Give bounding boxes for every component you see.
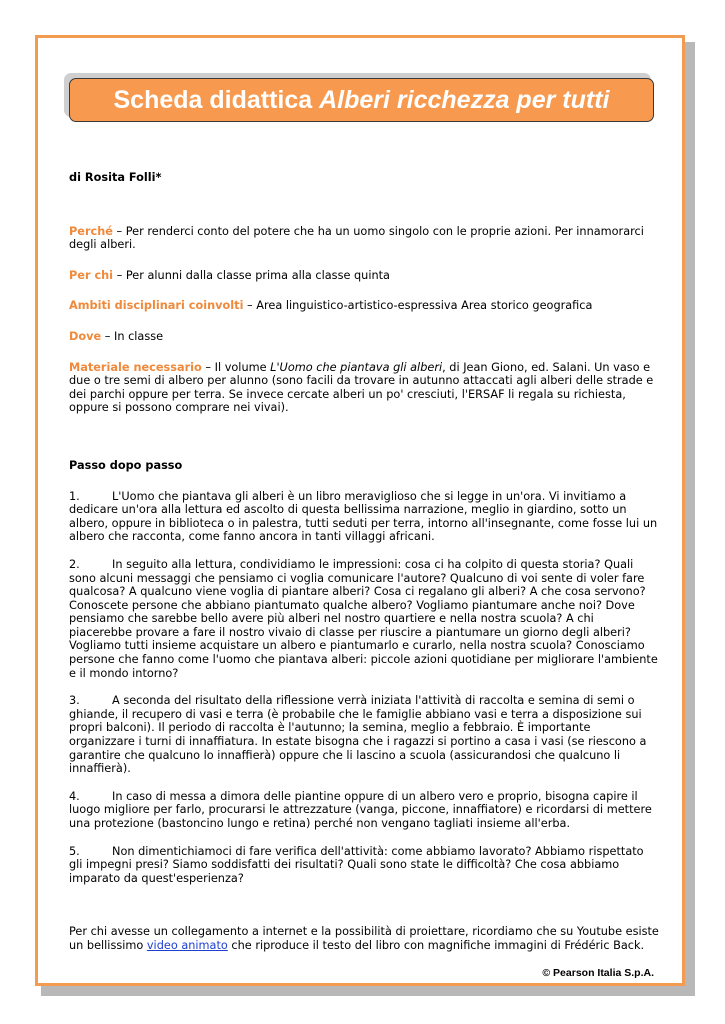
section-text: – Per renderci conto del potere che ha un uomo singolo con le proprie azioni. Per innamorarci degli alberi.	[69, 224, 644, 252]
step-text: L'Uomo che piantava gli alberi è un libro meraviglioso che si legge in un'ora. Vi invitiamo a dedicare un'ora alla lettura ed ascolto di questa bellissima narrazione, meglio in giardino, sotto un albero, oppure in biblioteca o in palestra, tutti seduti per terra, intorno all'insegnante, come fosse lui un albero che racconta, come fanno ancora in tanti villaggi africani.	[69, 489, 658, 544]
section-text: – In classe	[101, 329, 164, 343]
step-item	[69, 790, 659, 831]
step-number: 5.	[69, 844, 80, 858]
section-text: – Area linguistico-artistico-espressiva Area storico geografica	[243, 299, 593, 313]
copyright-footer: © Pearson Italia S.p.A.	[542, 967, 654, 979]
author-line: di Rosita Folli*	[69, 171, 162, 184]
section-label: Per chi	[69, 268, 114, 282]
document-body	[69, 171, 659, 953]
book-title: L'Uomo che piantava gli alberi	[270, 360, 443, 374]
step-item	[69, 490, 659, 544]
step-item	[69, 558, 659, 680]
closing-before: Per chi avesse un collegamento a internet e la possibilità di proiettare, ricordiamo che su Youtube esiste un bellissimo	[69, 925, 659, 952]
materiale-before: – Il volume	[201, 360, 271, 374]
section-ambiti	[69, 299, 659, 313]
step-number: 4.	[69, 789, 80, 803]
section-label: Dove	[69, 329, 102, 343]
title-italic: Alberi ricchezza per tutti	[319, 85, 610, 114]
title-banner	[69, 78, 654, 122]
step-text: A seconda del risultato della riflessione verrà iniziata l'attività di raccolta e semina di semi o ghiande, il recupero di vasi e terra (è probabile che le famiglie abbiano vasi e terra a disposizione sui propri balconi). Il periodo di raccolta è l'autunno; la semina, meglio a febbraio. È importante organizzare i turni di innaffiatura. In estate bisogna che i ragazzi si portino a casa i vasi (se riescono a garantire che qualcuno lo innaffierà) oppure che li lascino a scuola (assicurandosi che qualcuno li innaffierà).	[69, 694, 647, 776]
section-label: Materiale necessario	[69, 360, 202, 374]
closing-after: che riproduce il testo del libro con magnifiche immagini di Frédéric Back.	[227, 938, 645, 952]
video-link[interactable]: video animato	[146, 938, 228, 952]
step-text: Non dimentichiamoci di fare verifica dell'attività: come abbiamo lavorato? Abbiamo rispettato gli impegni presi? Siamo soddisfatti dei risultati? Quali sono state le difficoltà? Che cosa abbiamo imparato da quest'esperienza?	[69, 844, 644, 885]
step-item	[69, 845, 659, 886]
step-item	[69, 694, 659, 776]
section-label: Ambiti disciplinari coinvolti	[69, 299, 244, 313]
section-per-chi	[69, 269, 659, 283]
materiale-after: , di Jean Giono, ed. Salani. Un vaso e due o tre semi di albero per alunno (sono facili da trovare in autunno attaccati agli alberi delle strade e dei parchi oppure per terra. Se invece cercate alberi un po' cresciuti, l'ERSAF li regala su richiesta, oppure si possono comprare nei vivai).	[69, 360, 654, 415]
section-label: Perché	[69, 224, 113, 238]
step-number: 3.	[69, 694, 80, 708]
closing-paragraph	[69, 925, 659, 952]
step-text: In caso di messa a dimora delle piantine oppure di un albero vero e proprio, bisogna capire il luogo migliore per farlo, procurarsi le attrezzature (vanga, piccone, innaffiatore) e ricordarsi di mettere una protezione (bastoncino lungo e retina) perché non vengano tagliati insieme all'erba.	[69, 789, 652, 830]
step-number: 1.	[69, 489, 80, 503]
steps-heading: Passo dopo passo	[69, 458, 183, 472]
section-text: – Per alunni dalla classe prima alla classe quinta	[113, 268, 390, 282]
title-prefix: Scheda didattica	[113, 85, 320, 114]
step-text: In seguito alla lettura, condividiamo le impressioni: cosa ci ha colpito di questa storia? Quali sono alcuni messaggi che pensiamo ci voglia comunicare l'autore? Qualcuno di voi sente di voler fare qualcosa? A qualcuno viene voglia di piantare alberi? Cosa ci regalano gli alberi? A che cosa servono? Conoscete persone che abbiano piantumato qualche albero? Vogliamo piantumare anche noi? Dove pensiamo che sarebbe bello avere più alberi nel nostro quartiere e nella nostra scuola? A chi piacerebbe provare a fare il nostro vivaio di classe per riuscire a piantumare un giorno degli alberi? Vogliamo tutti insieme acquistare un albero e piantumarlo e curarlo, nella nostra scuola? Conosciamo persone che fanno come l'uomo che piantava alberi: piccole azioni quotidiane per migliorare l'ambiente e il mondo intorno?	[69, 557, 658, 680]
section-dove	[69, 330, 659, 344]
section-perche	[69, 225, 659, 252]
step-number: 2.	[69, 557, 80, 571]
page-title	[114, 86, 610, 115]
section-materiale	[69, 361, 659, 415]
